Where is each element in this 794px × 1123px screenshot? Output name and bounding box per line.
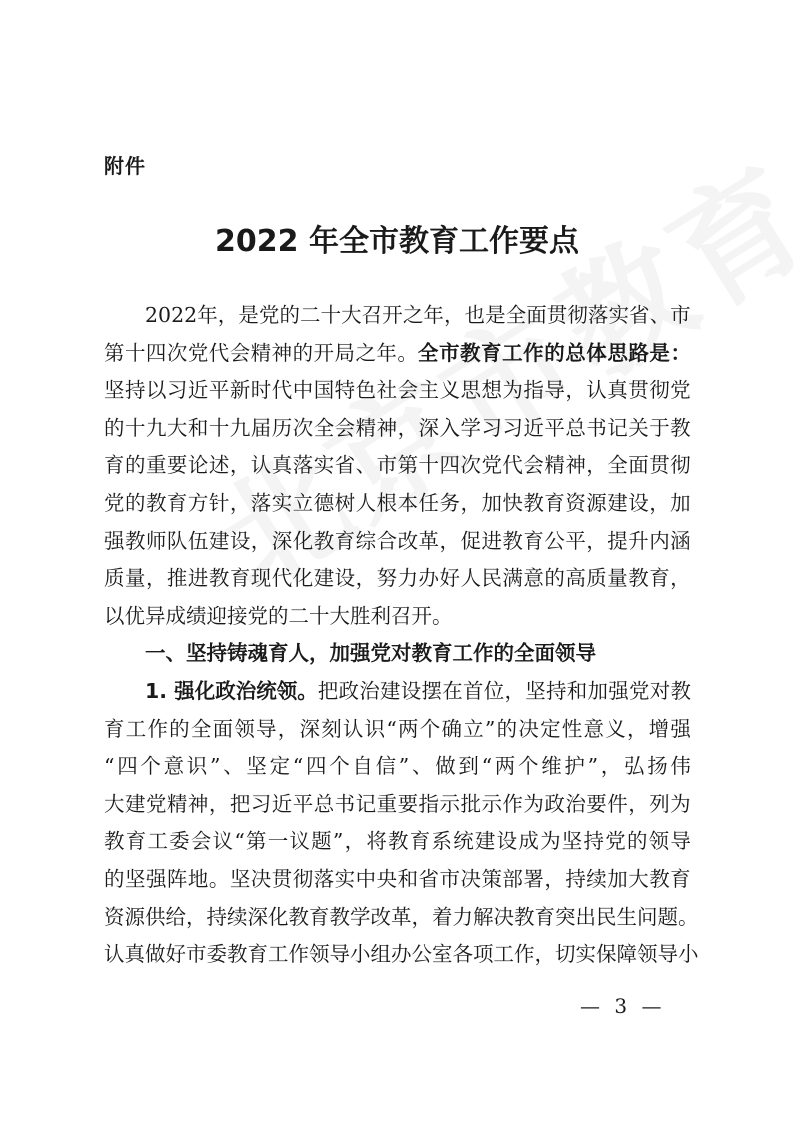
document-body <box>104 297 699 974</box>
paragraph-line: 强 教 师 队 伍 建 设 ， 深 化 教 育 综 合 改 革 ， 促 进 教 育 公 平 ， 提 升 内 涵 <box>104 528 691 553</box>
section-heading: 一、坚持铸魂育人，加强党对教育工作的全面领导 <box>145 641 596 666</box>
paragraph-line: 以优异成绩迎接党的二十大胜利召开。 <box>104 603 453 628</box>
document-title: 2022 年全市教育工作要点 <box>215 224 579 259</box>
item-line <box>104 673 691 711</box>
item-line: 资 源 供 给 ， 持 续 深 化 教 育 教 学 改 革 ， 着 力 解 决 教 育 突 出 民 生 问 题 。 <box>104 904 699 929</box>
paragraph-line: 2022 年 ， 是 党 的 二 十 大 召 开 之 年 ， 也 是 全 面 贯 彻 落 实 省 、 市 <box>145 303 691 327</box>
paragraph-line: 党 的 教 育 方 针 ， 落 实 立 德 树 人 根 本 任 务 ， 加 快 教 育 资 源 建 设 ， 加 <box>104 490 691 515</box>
page-number: — 3 — <box>580 994 666 1018</box>
paragraph-line: 育 的 重 要 论 述 ， 认 真 落 实 省 、 市 第 十 四 次 党 代 会 精 神 ， 全 面 贯 彻 <box>104 453 691 478</box>
item-line: 大 建 党 精 神 ， 把 习 近 平 总 书 记 重 要 指 示 批 示 作 为 政 治 要 件 ， 列 为 <box>104 791 691 816</box>
item-label: 1. 强化政治统领。 <box>145 678 318 703</box>
item-line: 认 真 做 好 市 委 教 育 工 作 领 导 小 组 办 公 室 各 项 工 作 ， 切 实 保 障 领 导 小 <box>104 942 699 967</box>
paragraph-text: 第 十 四 次 党 代 会 精 神 的 开 局 之 年 。 <box>104 340 418 365</box>
annex-label: 附件 <box>104 154 146 178</box>
paragraph-line: 质 量 ， 推 进 教 育 现 代 化 建 设 ， 努 力 办 好 人 民 满 意 的 高 质 量 教 育 ， <box>104 566 691 591</box>
item-line: 的 坚 强 阵 地 。 坚 决 贯 彻 落 实 中 央 和 省 市 决 策 部 署 ， 持 续 加 大 教 育 <box>104 866 691 891</box>
paragraph-line: 的 十 九 大 和 十 九 届 历 次 全 会 精 神 ， 深 入 学 习 习 近 平 总 书 记 关 于 教 <box>104 415 691 440</box>
paragraph-line: 坚 持 以 习 近 平 新 时 代 中 国 特 色 社 会 主 义 思 想 为 指 导 ， 认 真 贯 彻 党 <box>104 378 691 403</box>
item-line: 教 育 工 委 会 议 “ 第 一 议 题 ” ， 将 教 育 系 统 建 设 成 为 坚 持 党 的 领 导 <box>104 829 691 854</box>
general-idea-lead: 全 市 教 育 工 作 的 总 体 思 路 是 ： <box>417 340 691 365</box>
item-line: 育 工 作 的 全 面 领 导 ， 深 刻 认 识 “ 两 个 确 立 ” 的 决 定 性 意 义 ， 增 强 <box>104 716 691 741</box>
paragraph-line <box>104 335 691 373</box>
item-line: “ 四 个 意 识 ” 、 坚 定 “ 四 个 自 信 ” 、 做 到 “ 两 个 维 护 ” ， 弘 扬 伟 <box>104 754 691 779</box>
item-text: 把 政 治 建 设 摆 在 首 位 ， 坚 持 和 加 强 党 对 教 <box>317 678 691 703</box>
